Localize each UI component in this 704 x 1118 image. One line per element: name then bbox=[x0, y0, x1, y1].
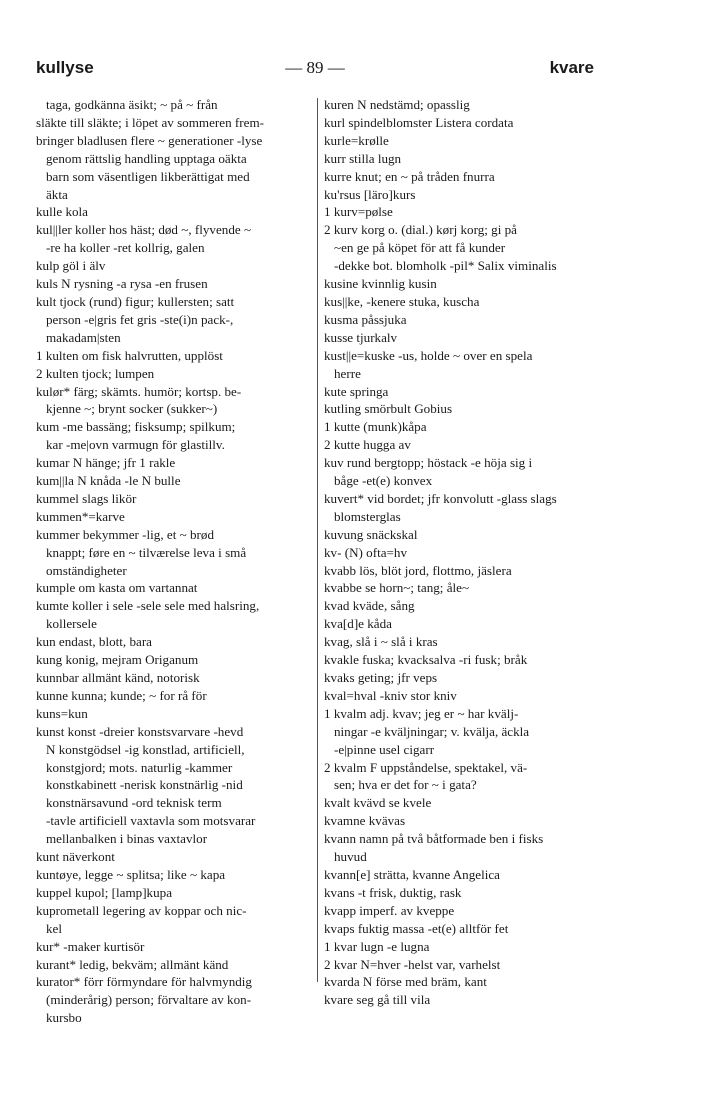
header-right-guideword: kvare bbox=[549, 58, 594, 77]
entry-line: blomsterglas bbox=[334, 508, 401, 524]
entry-line: kurant* ledig, bekväm; allmänt känd bbox=[36, 956, 229, 972]
entry-line: kuntøye, legge ~ splitsa; like ~ kapa bbox=[36, 866, 226, 882]
entry-line: 2 kvar N=hver -helst var, varhelst bbox=[324, 956, 501, 972]
entry-line: släkte till släkte; i löpet av sommeren frem- bbox=[36, 114, 264, 130]
entry-line: kutling smörbult Gobius bbox=[324, 401, 453, 417]
entry-line: kurre knut; en ~ på tråden fnurra bbox=[324, 168, 495, 184]
entry-line: herre bbox=[334, 365, 361, 381]
page-header bbox=[36, 58, 594, 84]
entry-line: kvaps fuktig massa -et(e) alltför fet bbox=[324, 920, 509, 936]
entry-line: makadam|sten bbox=[46, 329, 121, 345]
entry-line: kusma påssjuka bbox=[324, 311, 407, 327]
entry-line: kunst konst -dreier konstsvarvare -hevd bbox=[36, 723, 244, 739]
entry-line: 2 kulten tjock; lumpen bbox=[36, 365, 155, 381]
entry-line: konstkabinett -nerisk konstnärlig -nid bbox=[46, 777, 243, 793]
entry-line: N konstgödsel -ig konstlad, artificiell, bbox=[46, 741, 245, 757]
left-column bbox=[36, 96, 312, 1027]
entry-line: 1 kutte (munk)kåpa bbox=[324, 419, 427, 435]
entry-line: kuppel kupol; [lamp]kupa bbox=[36, 884, 173, 900]
entry-line: kust||e=kuske -us, holde ~ over en spela bbox=[324, 347, 533, 363]
entry-line: mellanbalken i binas vaxtavlor bbox=[46, 831, 208, 847]
entry-line: taga, godkänna äsikt; ~ på ~ från bbox=[46, 97, 218, 112]
entry-line: kulle kola bbox=[36, 204, 88, 220]
entry-line: kvamne kvävas bbox=[324, 813, 406, 829]
entry-line: kunne kunna; kunde; ~ for rå för bbox=[36, 687, 207, 703]
entry-line: kvans -t frisk, duktig, rask bbox=[324, 884, 462, 900]
entry-line: 1 kvalm adj. kvav; jeg er ~ har kvälj- bbox=[324, 705, 519, 721]
entry-line: kvabb lös, blöt jord, flottmo, jäslera bbox=[324, 562, 512, 578]
entry-line: kuren N nedstämd; opasslig bbox=[324, 97, 470, 112]
entry-line: kum -me bassäng; fisksump; spilkum; bbox=[36, 419, 236, 435]
entry-line: ningar -e kväljningar; v. kvälja, äckla bbox=[334, 723, 530, 739]
entry-line: konstgjord; mots. naturlig -kammer bbox=[46, 759, 233, 775]
entry-line: kusine kvinnlig kusin bbox=[324, 276, 437, 292]
entry-line: kul||ler koller hos häst; død ~, flyvende ~ bbox=[36, 222, 252, 238]
entry-line: kurl spindelblomster Listera cordata bbox=[324, 114, 514, 130]
entry-line: omständigheter bbox=[46, 562, 127, 578]
entry-line: kva[d]e kåda bbox=[324, 616, 392, 632]
entry-line: kuprometall legering av koppar och nic- bbox=[36, 902, 247, 918]
entry-line: kuv rund bergtopp; höstack -e höja sig i bbox=[324, 455, 533, 471]
entry-line: kvare seg gå till vila bbox=[324, 992, 431, 1008]
entry-line: sen; hva er det for ~ i gata? bbox=[334, 777, 477, 793]
entry-line: (minderårig) person; förvaltare av kon- bbox=[46, 992, 252, 1008]
entry-line: kuvert* vid bordet; jfr konvolutt -glass slags bbox=[324, 490, 557, 506]
entry-line: kvapp imperf. av kveppe bbox=[324, 902, 455, 918]
entry-line: kuls N rysning -a rysa -en frusen bbox=[36, 276, 208, 292]
entry-line: kar -me|ovn varmugn för glastillv. bbox=[46, 437, 225, 453]
entry-line: genom rättslig handling upptaga oäkta bbox=[46, 150, 247, 166]
entry-line: kuns=kun bbox=[36, 705, 88, 721]
entry-line: kunt näverkont bbox=[36, 849, 115, 865]
entry-line: kv- (N) ofta=hv bbox=[324, 544, 408, 560]
entry-line: kum||la N knåda -le N bulle bbox=[36, 473, 181, 489]
entry-line: kvag, slå i ~ slå i kras bbox=[324, 634, 438, 650]
header-left-guideword: kullyse bbox=[36, 58, 94, 77]
entry-line: person -e|gris fet gris -ste(i)n pack-, bbox=[46, 311, 234, 327]
entry-line: -e|pinne usel cigarr bbox=[334, 741, 435, 757]
entry-line: kurle=krølle bbox=[324, 132, 389, 148]
entry-line: kummel slags likör bbox=[36, 490, 137, 506]
column-divider bbox=[317, 98, 318, 982]
entry-line: äkta bbox=[46, 186, 68, 202]
entry-line: konstnärsavund -ord teknisk term bbox=[46, 795, 222, 811]
entry-line: barn som väsentligen likberättigat med bbox=[46, 168, 250, 184]
entry-line: -re ha koller -ret kollrig, galen bbox=[46, 240, 205, 256]
entry-line: kute springa bbox=[324, 383, 389, 399]
entry-line: bringer bladlusen flere ~ generationer -lyse bbox=[36, 132, 263, 148]
entry-line: huvud bbox=[334, 849, 367, 865]
entry-line: ~en ge på köpet för att få kunder bbox=[334, 240, 506, 256]
entry-line: kel bbox=[46, 920, 62, 936]
entry-line: kuvung snäckskal bbox=[324, 526, 418, 542]
entry-line: kummer bekymmer -lig, et ~ brød bbox=[36, 526, 214, 542]
entry-line: kvann[e] strätta, kvanne Angelica bbox=[324, 866, 500, 882]
entry-line: kvakle fuska; kvacksalva -ri fusk; bråk bbox=[324, 652, 528, 668]
entry-line: kumar N hänge; jfr 1 rakle bbox=[36, 455, 176, 471]
entry-line: kollersele bbox=[46, 616, 97, 632]
entry-line: knappt; føre en ~ tilværelse leva i små bbox=[46, 544, 247, 560]
entry-line: kunnbar allmänt känd, notorisk bbox=[36, 670, 200, 685]
entry-line: kursbo bbox=[46, 1010, 82, 1026]
entry-line: kumple om kasta om vartannat bbox=[36, 580, 198, 596]
entry-line: kur* -maker kurtisör bbox=[36, 938, 145, 954]
entry-line: kun endast, blott, bara bbox=[36, 634, 152, 650]
right-column bbox=[324, 96, 594, 1009]
entry-line: kurr stilla lugn bbox=[324, 150, 402, 166]
entry-line: -dekke bot. blomholk -pil* Salix viminalis bbox=[334, 258, 557, 274]
entry-line: kjenne ~; brynt socker (sukker~) bbox=[46, 401, 218, 417]
entry-line: kulp göl i älv bbox=[36, 258, 106, 274]
entry-line: kung konig, mejram Origanum bbox=[36, 652, 199, 668]
entry-line: -tavle artificiell vaxtavla som motsvarar bbox=[46, 813, 256, 829]
entry-line: kvann namn på två båtformade ben i fisks bbox=[324, 831, 544, 847]
entry-line: kulør* färg; skämts. humör; kortsp. be- bbox=[36, 383, 242, 399]
entry-line: 2 kvalm F uppståndelse, spektakel, vä- bbox=[324, 759, 528, 775]
entry-line: kus||ke, -kenere stuka, kuscha bbox=[324, 293, 480, 309]
entry-line: 1 kurv=pølse bbox=[324, 204, 393, 220]
entry-line: 2 kutte hugga av bbox=[324, 437, 411, 453]
entry-line: kvaks geting; jfr veps bbox=[324, 670, 438, 685]
entry-line: kvarda N förse med bräm, kant bbox=[324, 974, 487, 990]
page-number: — 89 — bbox=[285, 58, 345, 77]
entry-line: ku'rsus [läro]kurs bbox=[324, 186, 416, 202]
entry-line: kurator* förr förmyndare för halvmyndig bbox=[36, 974, 252, 990]
entry-line: kusse tjurkalv bbox=[324, 329, 398, 345]
entry-line: kummen*=karve bbox=[36, 508, 125, 524]
entry-line: kvabbe se horn~; tang; åle~ bbox=[324, 580, 470, 596]
entry-line: 2 kurv korg o. (dial.) kørj korg; gi på bbox=[324, 222, 517, 238]
entry-line: kval=hval -kniv stor kniv bbox=[324, 687, 457, 703]
entry-line: 1 kvar lugn -e lugna bbox=[324, 938, 430, 954]
entry-line: båge -et(e) konvex bbox=[334, 473, 433, 489]
entry-line: kumte koller i sele -sele sele med halsring, bbox=[36, 598, 260, 614]
entry-line: kult tjock (rund) figur; kullersten; satt bbox=[36, 293, 235, 309]
entry-line: kvalt kvävd se kvele bbox=[324, 795, 432, 811]
entry-line: kvad kväde, sång bbox=[324, 598, 415, 614]
entry-line: 1 kulten om fisk halvrutten, upplöst bbox=[36, 347, 223, 363]
